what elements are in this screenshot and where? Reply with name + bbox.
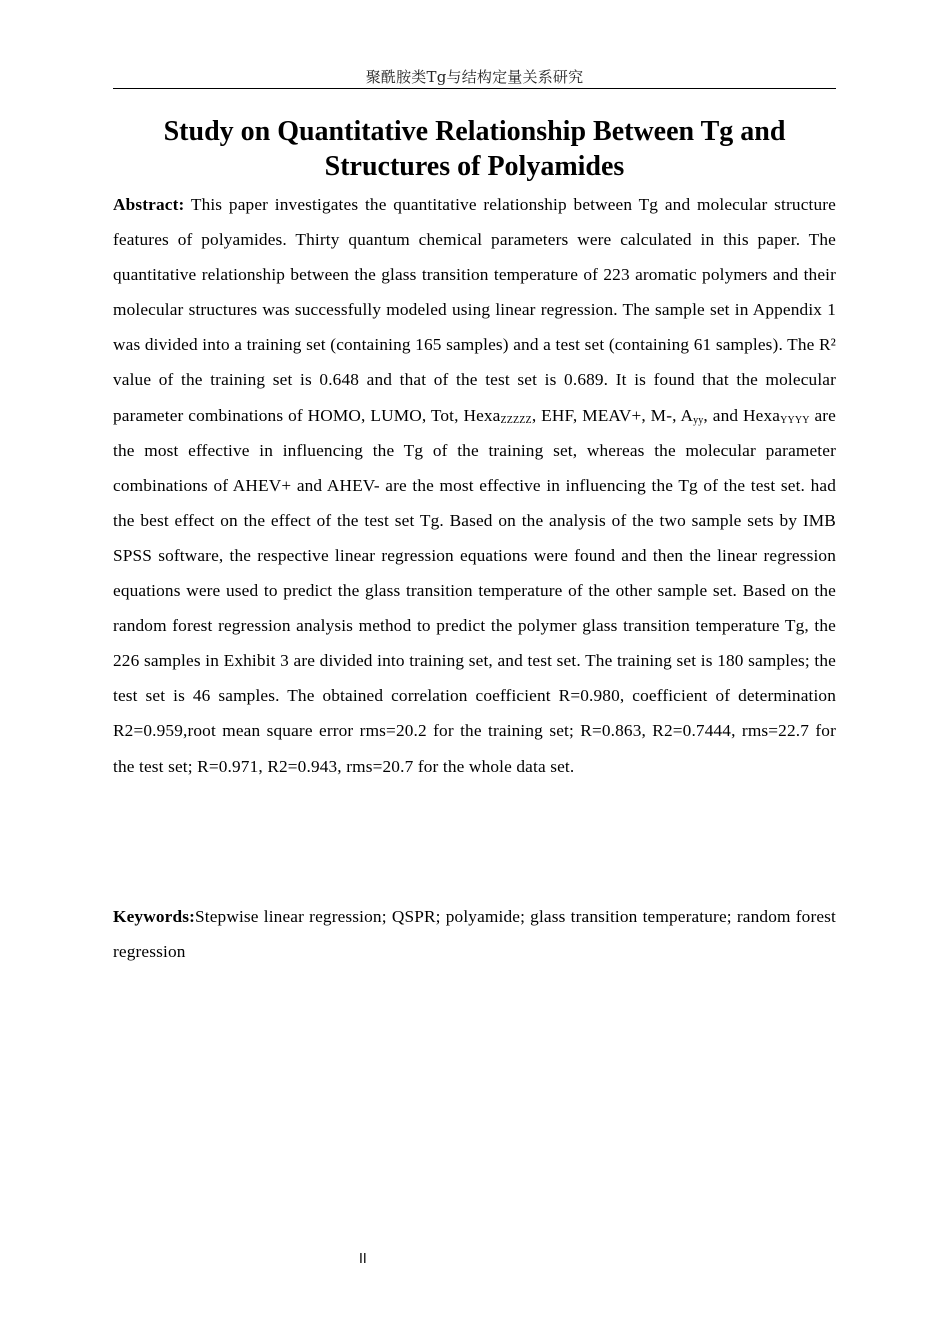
abstract-label: Abstract: xyxy=(113,195,185,214)
header-rule xyxy=(113,88,836,89)
keywords-paragraph xyxy=(113,899,836,969)
keywords-label: Keywords: xyxy=(113,907,195,926)
abstract-text-1: This paper investigates the quantitative relationship between Tg and molecular structure features of polyamides. Thirty quantum chemical parameters were calculated in this paper. The quantitative relationship between the glass transition temperature of 223 aromatic polymers and their molecular structures was successfully modeled using linear regression. The sample set in Appendix 1 was divided into a training set (containing 165 samples) and a test set (containing 61 samples). The R² value of the training set is 0.648 and that of the test set is 0.689. It is found that the molecular parameter combinations of HOMO, LUMO, Tot, Hexa xyxy=(113,195,836,425)
abstract-subscript-3: YYYY xyxy=(780,414,810,426)
abstract-subscript-2: yy xyxy=(693,414,704,426)
abstract-text-2: , EHF, MEAV+, M-, A xyxy=(531,405,694,425)
abstract-text-4: are the most effective in influencing the Tg of the training set, whereas the molecular parameter combinations of AHEV+ and AHEV- are the most effective in influencing the Tg of the test set. had the best effect on the effect of the test set Tg. Based on the analysis of the two sample sets by IMB SPSS software, the respective linear regression equations were found and then the linear regression equations were used to predict the glass transition temperature of the other sample set. Based on the random forest regression analysis method to predict the polymer glass transition temperature Tg, the 226 samples in Exhibit 3 are divided into training set, and test set. The training set is 180 samples; the test set is 46 samples. The obtained correlation coefficient R=0.980, coefficient of determination R2=0.959,root mean square error rms=20.2 for the training set; R=0.863, R2=0.7444, rms=22.7 for the test set; R=0.971, R2=0.943, rms=20.7 for the whole data set. xyxy=(113,405,837,776)
abstract-paragraph xyxy=(113,187,836,784)
running-header: 聚酰胺类Tg与结构定量关系研究 xyxy=(365,68,584,86)
keywords-text: Stepwise linear regression; QSPR; polyamide; glass transition temperature; random forest regression xyxy=(113,907,836,961)
paper-title: Study on Quantitative Relationship Between Tg and Structures of Polyamides xyxy=(163,116,786,182)
abstract-subscript-1: ZZZZZ xyxy=(500,414,532,426)
page-number: II xyxy=(359,1252,367,1267)
abstract-text-3: , and Hexa xyxy=(703,405,781,425)
